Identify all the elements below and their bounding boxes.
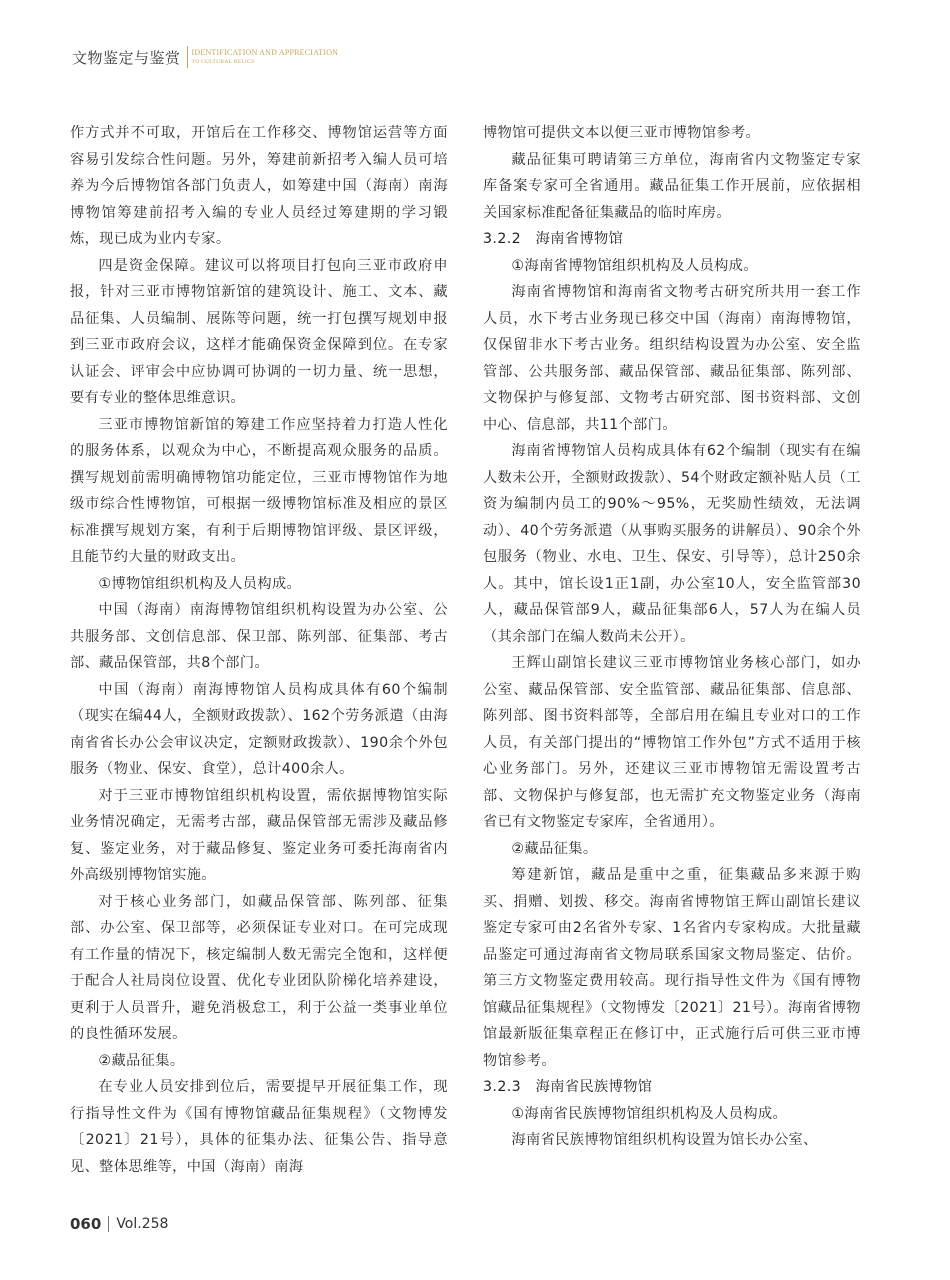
- paragraph: 对于三亚市博物馆组织机构设置，需依据博物馆实际业务情况确定，无需考古部，藏品保管部无需涉及藏品修复、鉴定业务，对于藏品修复、鉴定业务可委托海南省内外高级别博物馆实施。: [70, 787, 448, 883]
- right-text-column: [483, 120, 861, 1200]
- paragraph: 三亚市博物馆新馆的筹建工作应坚持着力打造人性化的服务体系，以观众为中心，不断提高观众服务的品质。撰写规划前需明确博物馆功能定位，三亚市博物馆作为地级市综合性博物馆，可根据一级博物馆标准及相应的景区标准撰写规划方案，有利于后期博物馆评级、景区评级，且能节约大量的财政支出。: [70, 416, 448, 565]
- left-text-column: [70, 120, 448, 1200]
- paragraph: ①海南省博物馆组织机构及人员构成。: [511, 257, 758, 274]
- paragraph: ②藏品征集。: [98, 1052, 185, 1069]
- paragraph: 作方式并不可取，开馆后在工作移交、博物馆运营等方面容易引发综合性问题。另外，筹建前新招考入编人员可培养为今后博物馆各部门负责人，如筹建中国（海南）南海博物馆筹建前招考入编的专业人员经过筹建期的学习锻炼，现已成为业内专家。: [70, 125, 448, 247]
- journal-title-en: [192, 49, 339, 66]
- footer-divider: [108, 1216, 109, 1232]
- volume-label: Vol.258: [116, 1216, 169, 1232]
- paragraph: 中国（海南）南海博物馆人员构成具体有60个编制（现实在编44人，全额财政拨款）、162个劳务派遣（由海南省省长办公会审议决定，定额财政拨款）、190余个外包服务（物业、保安、食堂），总计400余人。: [70, 681, 448, 777]
- paragraph: ①海南省民族博物馆组织机构及人员构成。: [511, 1105, 788, 1122]
- paragraph: 博物馆可提供文本以便三亚市博物馆参考。: [483, 125, 761, 141]
- section-heading: 3.2.3 海南省民族博物馆: [483, 1079, 653, 1095]
- paragraph: 海南省民族博物馆组织机构设置为馆长办公室、: [511, 1132, 818, 1148]
- paragraph: ①博物馆组织机构及人员构成。: [98, 575, 302, 592]
- page-footer: [70, 1212, 168, 1236]
- page-number: 060: [70, 1215, 102, 1233]
- journal-title-cn: 文物鉴定与鉴赏: [72, 48, 181, 67]
- paragraph: ②藏品征集。: [511, 840, 598, 857]
- paragraph: 对于核心业务部门，如藏品保管部、陈列部、征集部、办公室、保卫部等，必须保证专业对口。在可完成现有工作量的情况下，核定编制人数无需完全饱和，这样便于配合人社局岗位设置、优化专业团队阶梯化培养建设，更利于人员晋升，避免消极怠工，利于公益一类事业单位的良性循环发展。: [70, 893, 448, 1042]
- journal-title-en-line1: IDENTIFICATION AND APPRECIATION: [191, 47, 339, 57]
- section-heading: 3.2.2 海南省博物馆: [483, 231, 624, 247]
- paragraph: 筹建新馆，藏品是重中之重，征集藏品多来源于购买、捐赠、划拨、移交。海南省博物馆王辉山副馆长建议鉴定专家可由2名省外专家、1名省内专家构成。大批量藏品鉴定可通过海南省文物局联系国家文物局鉴定、估价。第三方文物鉴定费用较高。现行指导性文件为《国有博物馆藏品征集规程》（文物博发〔2021〕21号）。海南省博物馆最新版征集章程正在修订中，正式施行后可供三亚市博物馆参考。: [483, 867, 861, 1069]
- running-header: [72, 44, 338, 70]
- paragraph: 四是资金保障。建议可以将项目打包向三亚市政府申报，针对三亚市博物馆新馆的建筑设计、施工、文本、藏品征集、人员编制、展陈等问题，统一打包撰写规划申报到三亚市政府会议，这样才能确保资金保障到位。在专家认证会、评审会中应协调可协调的一切力量、统一思想，要有专业的整体思维意识。: [70, 257, 448, 406]
- paragraph: 在专业人员安排到位后，需要提早开展征集工作，现行指导性文件为《国有博物馆藏品征集规程》（文物博发〔2021〕21号），具体的征集办法、征集公告、指导意见、整体思维等，中国（海南）南海: [70, 1079, 448, 1175]
- paragraph: 中国（海南）南海博物馆组织机构设置为办公室、公共服务部、文创信息部、保卫部、陈列部、征集部、考古部、藏品保管部，共8个部门。: [70, 602, 448, 671]
- paragraph: 王辉山副馆长建议三亚市博物馆业务核心部门，如办公室、藏品保管部、安全监管部、藏品征集部、信息部、陈列部、图书资料部等，全部启用在编且专业对口的工作人员，有关部门提出的“博物馆工作外包”方式不适用于核心业务部门。另外，还建议三亚市博物馆无需设置考古部、文物保护与修复部，也无需扩充文物鉴定业务（海南省已有文物鉴定专家库，全省通用）。: [483, 655, 861, 830]
- paragraph: 海南省博物馆人员构成具体有62个编制（现实有在编人数未公开，全额财政拨款）、54个财政定额补贴人员（工资为编制内员工的90%～95%，无奖励性绩效，无法调动）、40个劳务派遣（从事购买服务的讲解员）、90余个外包服务（物业、水电、卫生、保安、引导等），总计250余人。其中，馆长设1正1副，办公室10人，安全监管部30人，藏品保管部9人，藏品征集部6人，57人为在编人员（其余部门在编人数尚未公开）。: [483, 443, 861, 645]
- paragraph: 海南省博物馆和海南省文物考古研究所共用一套工作人员，水下考古业务现已移交中国（海南）南海博物馆，仅保留非水下考古业务。组织结构设置为办公室、安全监管部、公共服务部、藏品保管部、藏品征集部、陈列部、文物保护与修复部、文物考古研究部、图书资料部、文创中心、信息部，共11个部门。: [483, 284, 861, 433]
- header-divider: [187, 46, 188, 68]
- journal-title-en-line2: TO CULTURAL RELICS: [191, 58, 255, 65]
- paragraph: 藏品征集可聘请第三方单位，海南省内文物鉴定专家库备案专家可全省通用。藏品征集工作开展前，应依据相关国家标准配备征集藏品的临时库房。: [483, 151, 861, 221]
